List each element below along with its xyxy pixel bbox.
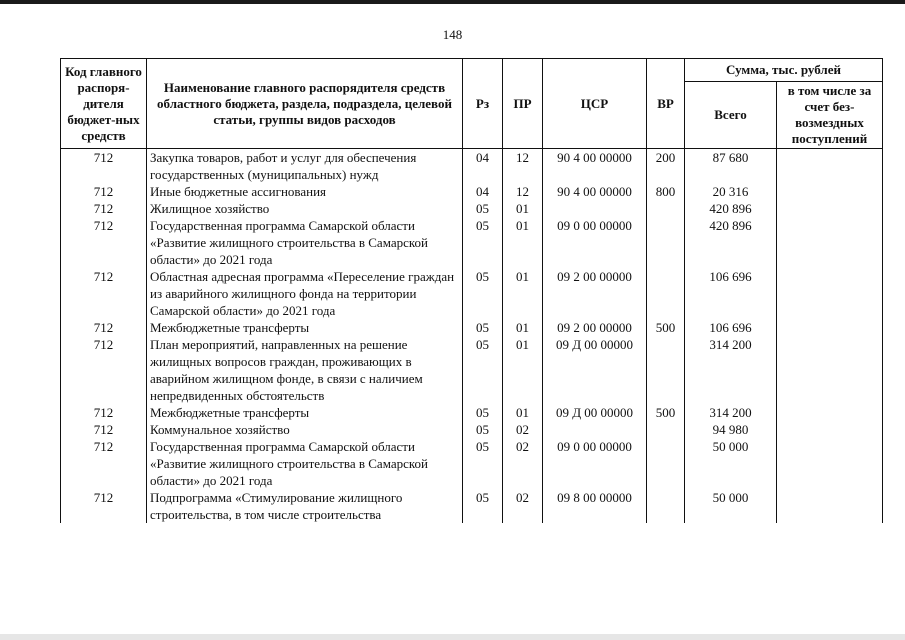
cell-rz: 04 (463, 183, 503, 200)
page-number: 148 (442, 27, 463, 42)
cell-vr: 800 (647, 183, 685, 200)
cell-total: 106 696 (685, 319, 777, 336)
cell-csr: 09 0 00 00000 (543, 217, 647, 268)
cell-vr (647, 421, 685, 438)
cell-pr: 01 (503, 217, 543, 268)
scan-top-edge (0, 0, 905, 4)
cell-rz: 05 (463, 319, 503, 336)
cell-code: 712 (61, 200, 147, 217)
cell-vr (647, 200, 685, 217)
header-incl: в том числе за счет без-возмездных поступлений (777, 82, 883, 149)
cell-total: 106 696 (685, 268, 777, 319)
cell-name: Подпрограмма «Стимулирование жилищного строительства, в том числе строительства (147, 489, 463, 523)
cell-incl (777, 421, 883, 438)
cell-code: 712 (61, 319, 147, 336)
header-pr: ПР (503, 59, 543, 149)
table-row (61, 319, 883, 336)
cell-incl (777, 149, 883, 184)
cell-csr: 09 0 00 00000 (543, 438, 647, 489)
cell-pr: 01 (503, 200, 543, 217)
cell-vr: 200 (647, 149, 685, 184)
cell-csr: 09 2 00 00000 (543, 319, 647, 336)
cell-vr (647, 268, 685, 319)
cell-incl (777, 200, 883, 217)
table-body (61, 149, 883, 524)
cell-vr (647, 217, 685, 268)
cell-total: 314 200 (685, 336, 777, 404)
cell-pr: 01 (503, 268, 543, 319)
table-row (61, 268, 883, 319)
header-csr: ЦСР (543, 59, 647, 149)
cell-pr: 01 (503, 336, 543, 404)
cell-name: Государственная программа Самарской области «Развитие жилищного строительства в Самарской области» до 2021 года (147, 217, 463, 268)
table-row (61, 336, 883, 404)
cell-code: 712 (61, 404, 147, 421)
cell-code: 712 (61, 217, 147, 268)
cell-vr: 500 (647, 404, 685, 421)
cell-name: Закупка товаров, работ и услуг для обеспечения государственных (муниципальных) нужд (147, 149, 463, 184)
cell-rz: 04 (463, 149, 503, 184)
cell-csr: 90 4 00 00000 (543, 149, 647, 184)
header-sum-group: Сумма, тыс. рублей (685, 59, 883, 82)
cell-incl (777, 217, 883, 268)
cell-rz: 05 (463, 336, 503, 404)
cell-total: 87 680 (685, 149, 777, 184)
scan-bottom-edge (0, 634, 905, 640)
budget-table (60, 58, 883, 523)
cell-total: 50 000 (685, 489, 777, 523)
cell-vr: 500 (647, 319, 685, 336)
cell-incl (777, 404, 883, 421)
cell-vr (647, 336, 685, 404)
cell-csr: 09 Д 00 00000 (543, 404, 647, 421)
cell-code: 712 (61, 183, 147, 200)
cell-csr: 09 2 00 00000 (543, 268, 647, 319)
cell-incl (777, 183, 883, 200)
cell-rz: 05 (463, 268, 503, 319)
table-row (61, 489, 883, 523)
cell-vr (647, 489, 685, 523)
cell-rz: 05 (463, 421, 503, 438)
cell-csr (543, 200, 647, 217)
cell-csr: 09 8 00 00000 (543, 489, 647, 523)
cell-name: Коммунальное хозяйство (147, 421, 463, 438)
table-row (61, 217, 883, 268)
cell-pr: 12 (503, 149, 543, 184)
cell-name: Жилищное хозяйство (147, 200, 463, 217)
cell-incl (777, 489, 883, 523)
cell-name: Межбюджетные трансферты (147, 404, 463, 421)
table-row (61, 421, 883, 438)
cell-total: 50 000 (685, 438, 777, 489)
header-vr: ВР (647, 59, 685, 149)
cell-total: 420 896 (685, 217, 777, 268)
cell-pr: 02 (503, 489, 543, 523)
cell-total: 20 316 (685, 183, 777, 200)
cell-pr: 02 (503, 438, 543, 489)
cell-csr (543, 421, 647, 438)
cell-rz: 05 (463, 404, 503, 421)
cell-code: 712 (61, 149, 147, 184)
cell-pr: 01 (503, 404, 543, 421)
cell-code: 712 (61, 268, 147, 319)
cell-incl (777, 319, 883, 336)
cell-total: 94 980 (685, 421, 777, 438)
cell-rz: 05 (463, 489, 503, 523)
cell-total: 314 200 (685, 404, 777, 421)
cell-pr: 01 (503, 319, 543, 336)
cell-pr: 12 (503, 183, 543, 200)
cell-incl (777, 268, 883, 319)
table-row (61, 200, 883, 217)
cell-total: 420 896 (685, 200, 777, 217)
cell-rz: 05 (463, 200, 503, 217)
table-row (61, 404, 883, 421)
cell-name: Областная адресная программа «Переселение граждан из аварийного жилищного фонда на территории Самарской области» до 2021 года (147, 268, 463, 319)
cell-name: План мероприятий, направленных на решение жилищных вопросов граждан, проживающих в аварийном жилищном фонде, в связи с наличием непредвиденных обстоятельств (147, 336, 463, 404)
cell-name: Межбюджетные трансферты (147, 319, 463, 336)
table-header (61, 59, 883, 149)
header-code: Код главного распоря-дителя бюджет-ных средств (61, 59, 147, 149)
header-rz: Рз (463, 59, 503, 149)
cell-vr (647, 438, 685, 489)
cell-code: 712 (61, 336, 147, 404)
cell-incl (777, 438, 883, 489)
cell-code: 712 (61, 489, 147, 523)
cell-csr: 09 Д 00 00000 (543, 336, 647, 404)
cell-pr: 02 (503, 421, 543, 438)
cell-name: Государственная программа Самарской области «Развитие жилищного строительства в Самарской области» до 2021 года (147, 438, 463, 489)
header-name: Наименование главного распорядителя средств областного бюджета, раздела, подраздела, целевой статьи, группы видов расходов (147, 59, 463, 149)
table-row (61, 438, 883, 489)
table-row (61, 183, 883, 200)
cell-csr: 90 4 00 00000 (543, 183, 647, 200)
cell-rz: 05 (463, 217, 503, 268)
cell-rz: 05 (463, 438, 503, 489)
cell-code: 712 (61, 438, 147, 489)
cell-code: 712 (61, 421, 147, 438)
cell-incl (777, 336, 883, 404)
header-total: Всего (685, 82, 777, 149)
cell-name: Иные бюджетные ассигнования (147, 183, 463, 200)
table-row (61, 149, 883, 184)
